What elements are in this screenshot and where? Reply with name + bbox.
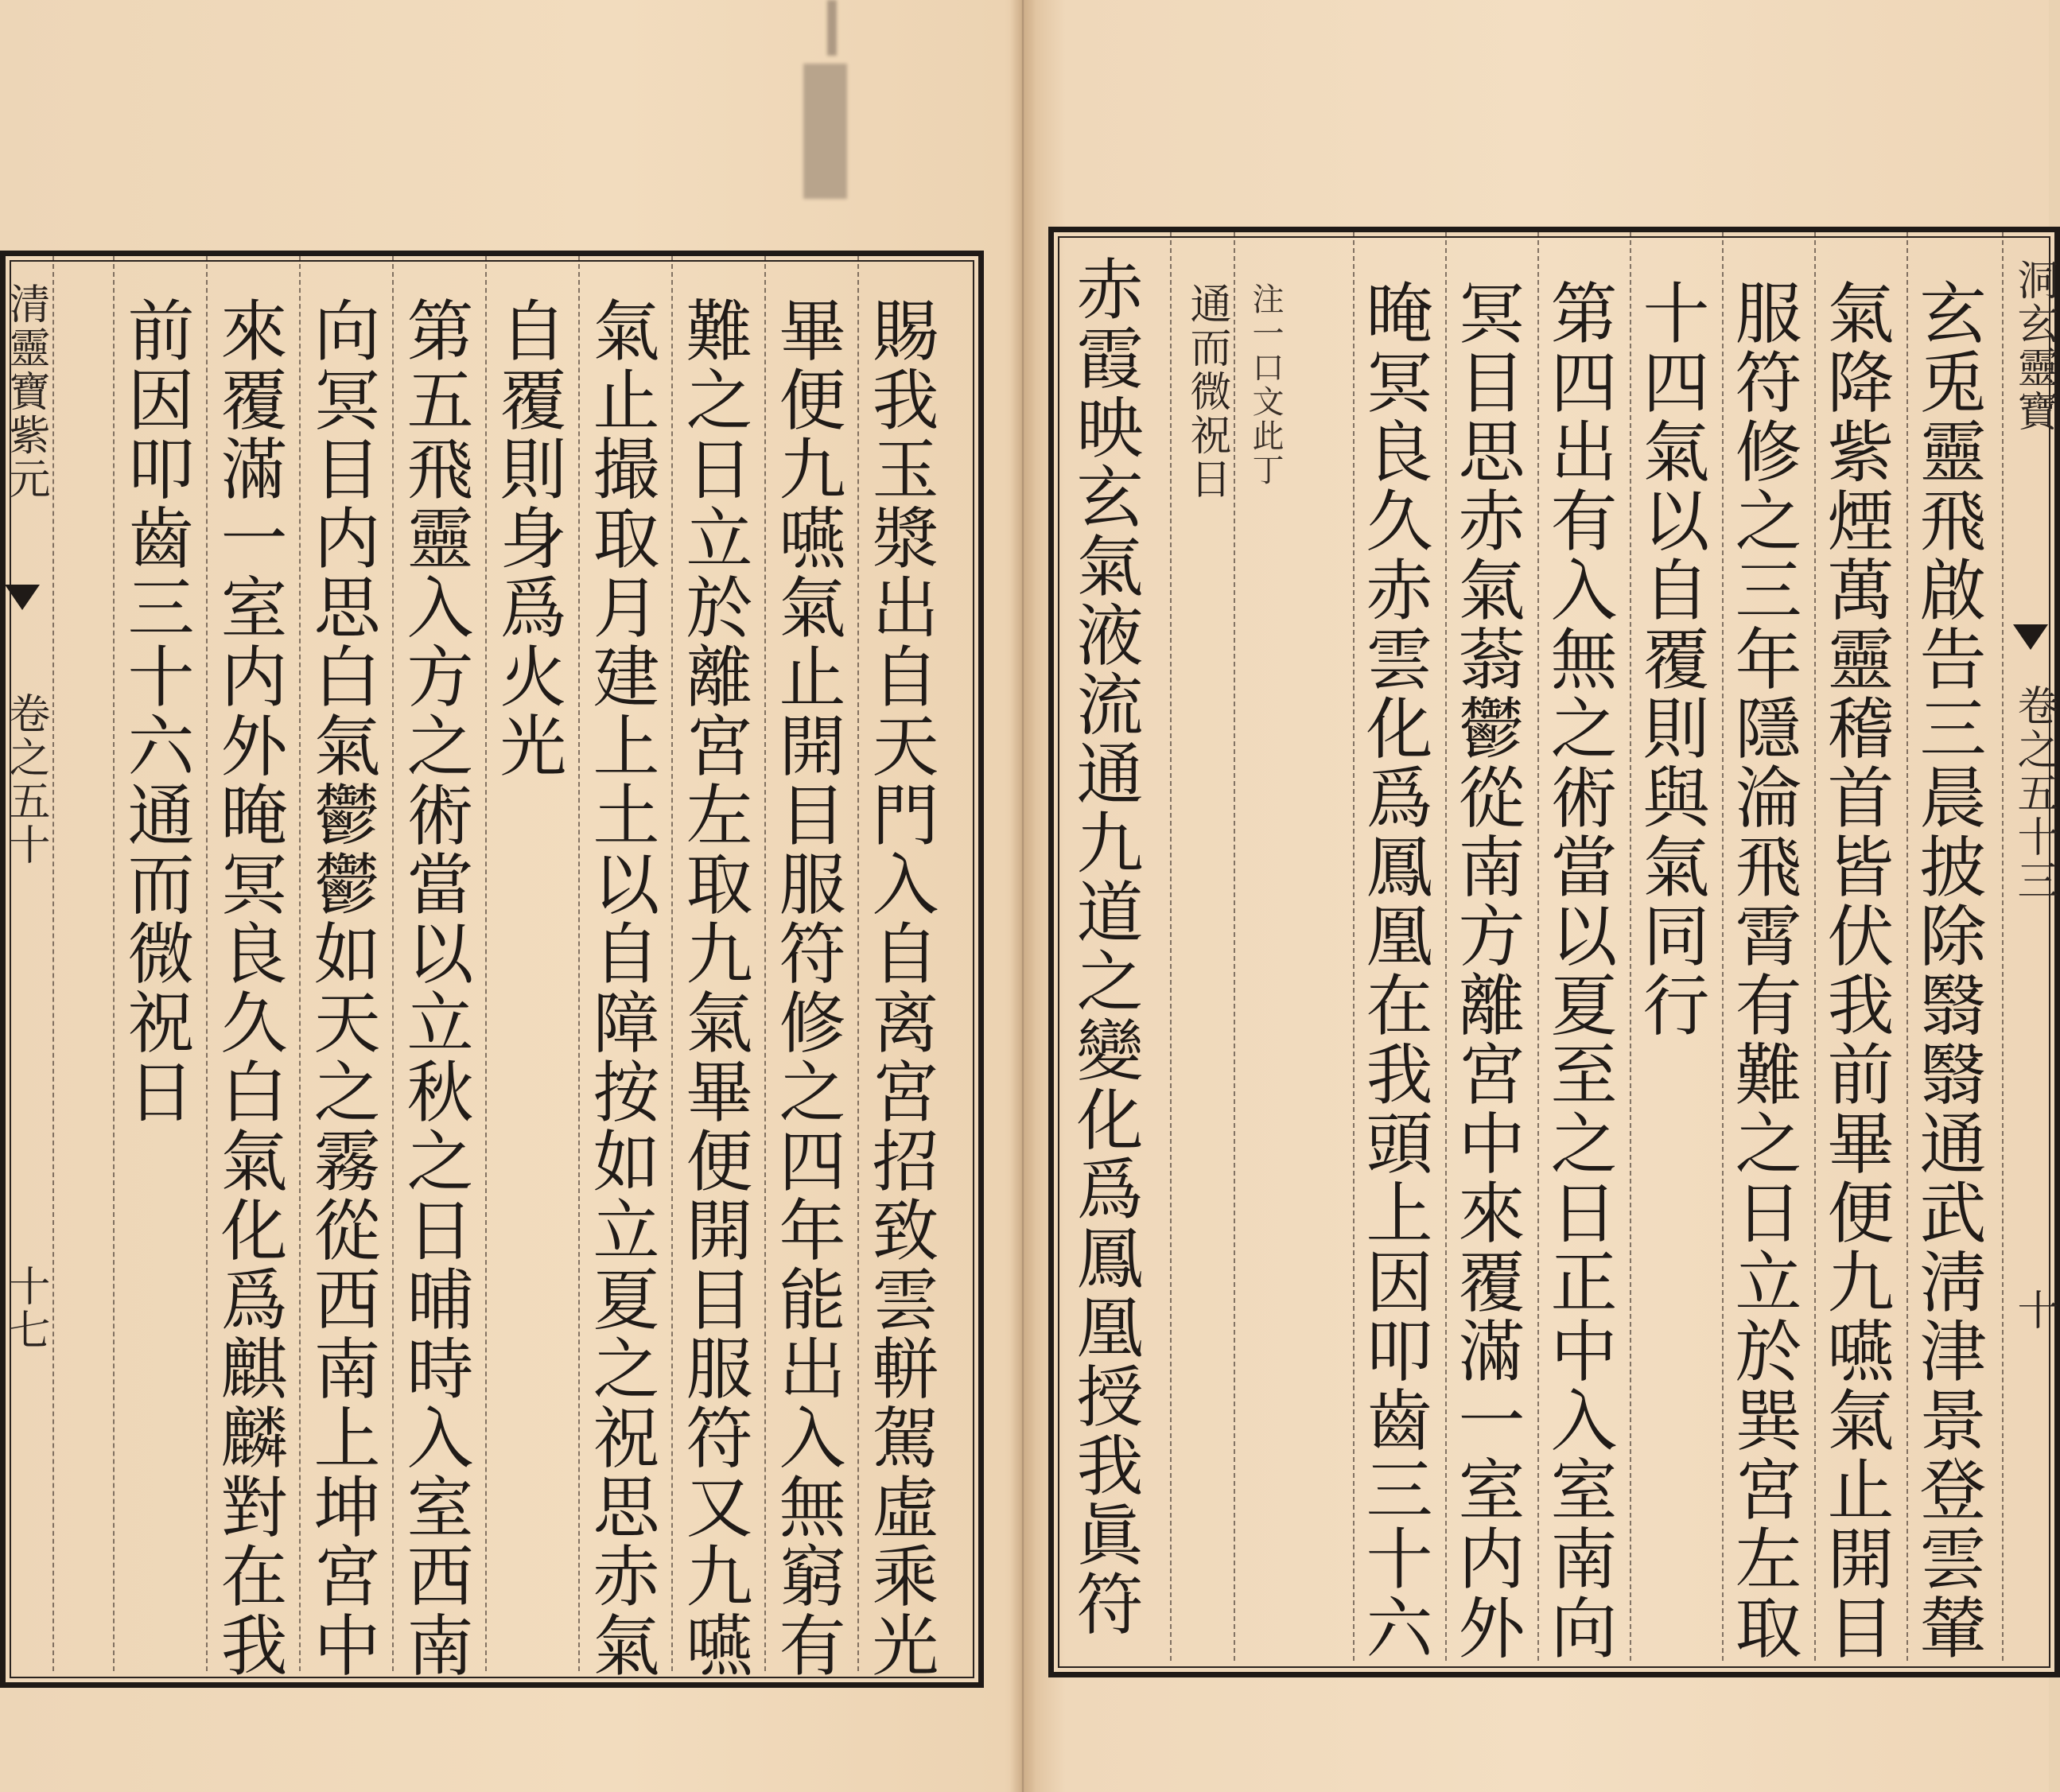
column-rule bbox=[113, 256, 115, 1671]
column-rule bbox=[1353, 232, 1355, 1661]
text-column-7: 向冥目内思白氣鬱鬱如天之霧從西南上坤宮中 bbox=[303, 296, 381, 1680]
text-column-4: 十四氣以自覆則與氣同行 bbox=[1632, 278, 1710, 1040]
text-column-8: 來覆滿一室内外晻冥良久白氣化爲麒麟對在我 bbox=[210, 296, 288, 1680]
column-rule bbox=[764, 256, 766, 1671]
text-column-9: 赤霞映玄氣液流通九道之變化爲鳳凰授我眞符 bbox=[1066, 255, 1144, 1638]
column-rule bbox=[1537, 232, 1539, 1661]
left-folio-number: 十七 bbox=[2, 1265, 49, 1352]
column-rule bbox=[299, 256, 301, 1671]
column-rule bbox=[1630, 232, 1631, 1661]
column-rule bbox=[392, 256, 394, 1671]
text-column-3: 難之日立於離宮左取九氣畢便開目服符又九嚥 bbox=[675, 296, 753, 1680]
right-margin-volume: 卷之五十三 bbox=[2010, 684, 2058, 903]
column-rule bbox=[2002, 232, 2004, 1661]
text-column-1: 玄兎靈飛啟告三晨披除翳翳通武淸津景登雲輦 bbox=[1909, 278, 1987, 1662]
column-rule bbox=[1170, 232, 1172, 1661]
text-column-6: 冥目思赤氣蓊鬱從南方離宮中來覆滿一室内外 bbox=[1448, 278, 1526, 1662]
left-page bbox=[0, 0, 1022, 1792]
text-column-1: 賜我玉漿出自天門入自离宮招致雲軿駕虛乘光 bbox=[861, 296, 939, 1680]
text-column-6: 第五飛靈入方之術當以立秋之日晡時入室西南 bbox=[396, 296, 474, 1680]
column-rule bbox=[671, 256, 673, 1671]
text-column-4: 氣止撮取月建上土以自障按如立夏之祝思赤氣 bbox=[582, 296, 660, 1680]
column-rule bbox=[206, 256, 208, 1671]
fish-tail-mark bbox=[2013, 624, 2048, 650]
ink-stain bbox=[803, 64, 847, 199]
text-column-2: 畢便九嚥氣止開目服符修之四年能出入無窮有 bbox=[768, 296, 846, 1680]
text-column-8: 通而微祝日 bbox=[1183, 282, 1230, 501]
right-folio-number: 十 bbox=[2010, 1289, 2058, 1332]
column-rule bbox=[1722, 232, 1724, 1661]
text-column-5: 自覆則身爲火光 bbox=[489, 296, 567, 780]
text-column-7: 晻冥良久赤雲化爲鳳凰在我頭上因叩齒三十六 bbox=[1355, 278, 1433, 1662]
text-column-5: 第四出有入無之術當以夏至之日正中入室南向 bbox=[1540, 278, 1618, 1662]
column-rule bbox=[1234, 232, 1235, 1661]
column-rule bbox=[485, 256, 487, 1671]
text-column-2: 氣降紫煙萬靈稽首皆伏我前畢便九嚥氣止開目 bbox=[1817, 278, 1895, 1662]
column-rule bbox=[578, 256, 580, 1671]
small-annotation-column: 注一口文此丁 bbox=[1247, 282, 1284, 488]
column-rule bbox=[1814, 232, 1816, 1661]
ink-stain bbox=[827, 0, 837, 56]
right-page bbox=[1027, 0, 2058, 1792]
column-rule bbox=[857, 256, 859, 1671]
left-margin-title: 清靈寶紫元 bbox=[2, 282, 49, 501]
left-margin-volume: 卷之五十 bbox=[2, 692, 49, 867]
fish-tail-mark bbox=[5, 585, 40, 610]
column-rule bbox=[1445, 232, 1447, 1661]
right-margin-title: 洞玄靈寶 bbox=[2010, 258, 2058, 433]
column-rule bbox=[1906, 232, 1908, 1661]
text-column-9: 前因叩齒三十六通而微祝日 bbox=[117, 296, 195, 1126]
column-rule bbox=[52, 256, 54, 1671]
text-column-3: 服符修之三年隱淪飛霄有難之日立於巽宮左取 bbox=[1724, 278, 1802, 1662]
